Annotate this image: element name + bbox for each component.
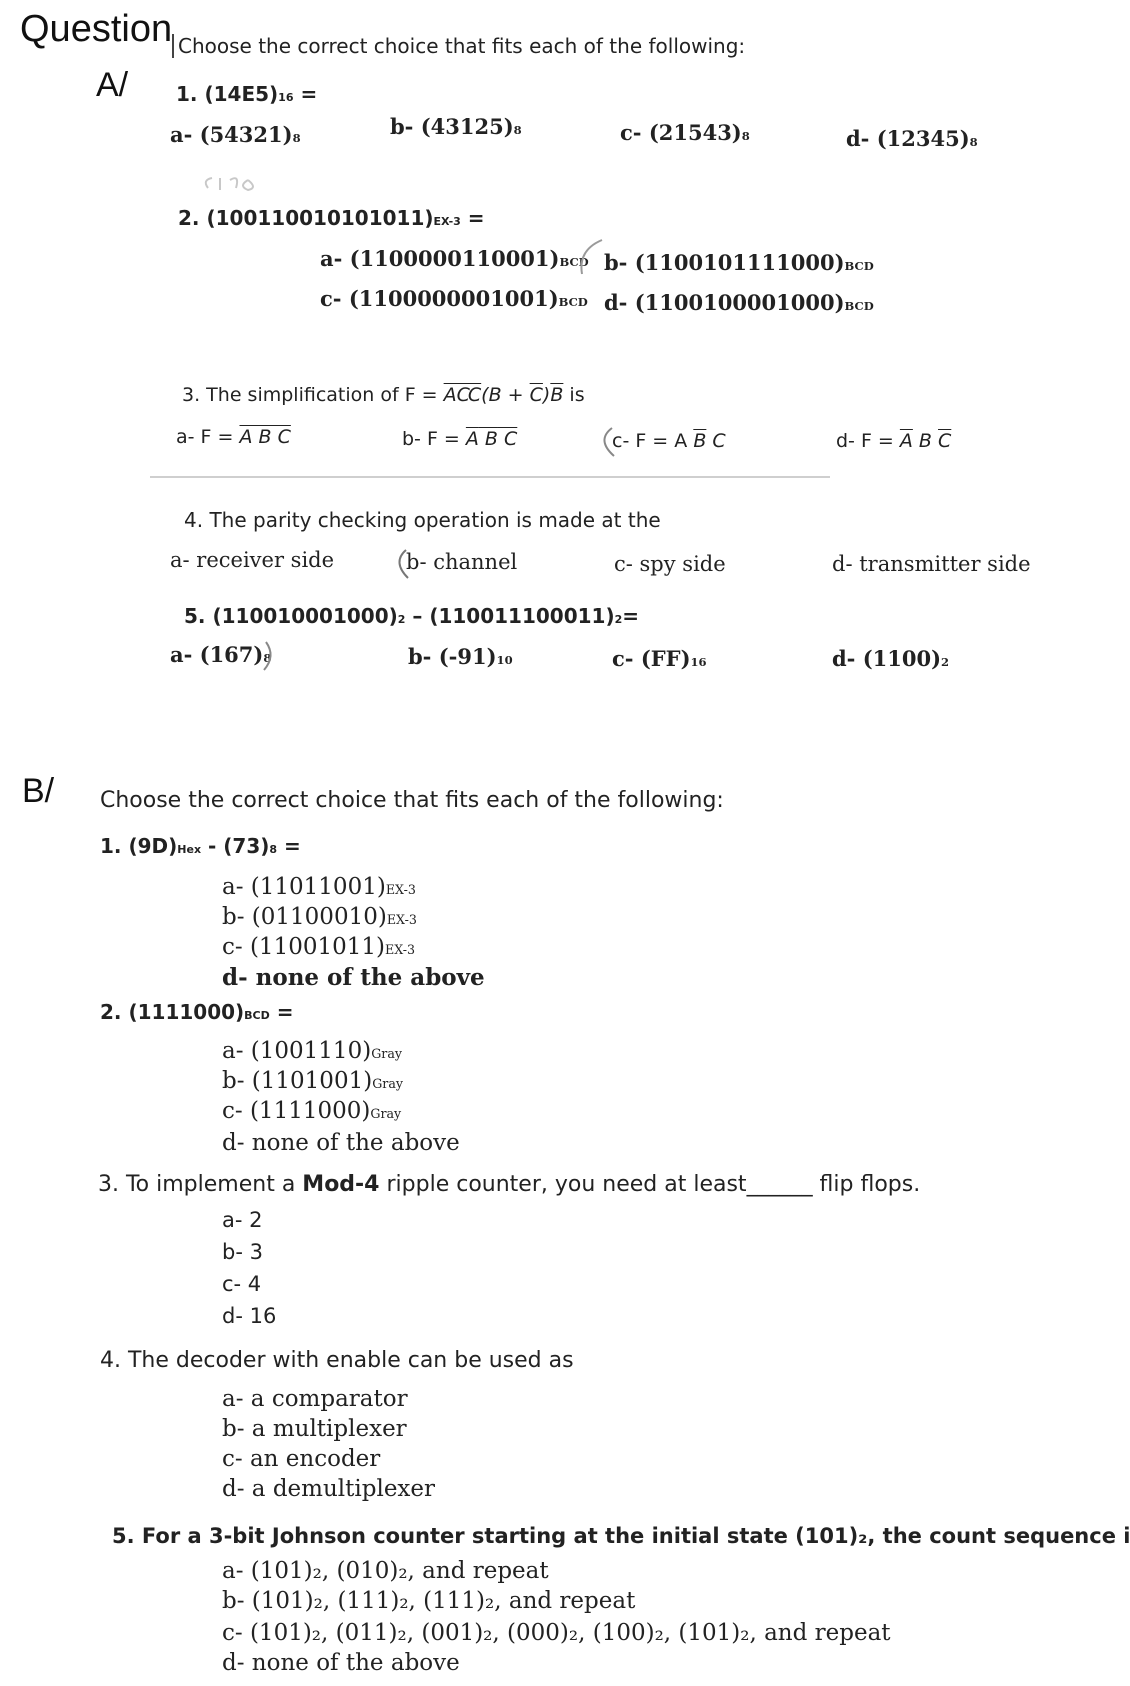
b-q1-option-d: d- none of the above — [222, 964, 485, 991]
a-q1-option-c: c- (21543)8 — [620, 120, 750, 145]
section-a-instruction: Choose the correct choice that fits each of the following: — [172, 34, 745, 58]
b-q1-option-b: b- (01100010)EX-3 — [222, 904, 417, 930]
a-q4-option-a: a- receiver side — [170, 548, 335, 572]
b-q4-option-d: d- a demultiplexer — [222, 1476, 436, 1502]
a-q2-option-d: d- (1100100001000)BCD — [604, 290, 874, 315]
a-q1-option-b: b- (43125)8 — [390, 114, 522, 139]
answer-check-mark-icon — [594, 424, 616, 460]
b-q5-option-a: a- (101)₂, (010)₂, and repeat — [222, 1558, 549, 1584]
b-q3-option-b: b- 3 — [222, 1240, 263, 1264]
a-q3-option-d: d- $F = \overline{A}$ B $\overline{C}$ — [836, 430, 952, 452]
a-q2-option-c: c- (1100000001001)BCD — [320, 286, 588, 311]
b-q1-option-c: c- (11001011)EX-3 — [222, 934, 416, 960]
a-q3-text: 3. The simplification of $F = \overline{AC}\overline{C}(B + \overline{C})\overline{B}$ is — [182, 384, 585, 406]
b-q5-text: 5. For a 3-bit Johnson counter starting at the initial state (101)₂, the count sequence i — [112, 1524, 1130, 1548]
a-q4-option-b: b- channel — [406, 550, 518, 574]
page-title: Question — [20, 8, 173, 50]
a-q5-option-c: c- (FF)16 — [612, 646, 707, 671]
b-q1-text: 1. (9D)Hex - (73)8 = — [100, 834, 301, 858]
section-a-label: A/ — [96, 66, 129, 104]
b-q5-option-b: b- (101)₂, (111)₂, (111)₂, and repeat — [222, 1588, 636, 1614]
b-q4-option-b: b- a multiplexer — [222, 1416, 407, 1442]
b-q5-option-d: d- none of the above — [222, 1650, 460, 1676]
a-q2-option-a: a- (1100000110001)BCD — [320, 246, 589, 271]
b-q3-option-a: a- 2 — [222, 1208, 263, 1232]
answer-check-mark-icon — [262, 638, 278, 674]
a-q5-option-b: b- (-91)10 — [408, 644, 513, 669]
b-q4-option-a: a- a comparator — [222, 1386, 408, 1412]
b-q1-option-a: a- (11011001)EX-3 — [222, 874, 416, 900]
a-q5-option-a: a- (167)8 — [170, 642, 272, 667]
section-b-instruction: Choose the correct choice that fits each of the following: — [100, 788, 724, 813]
b-q2-option-c: c- (1111000)Gray — [222, 1098, 402, 1124]
answer-check-mark-icon — [390, 546, 410, 582]
faint-smudge-line — [150, 476, 830, 478]
section-b-label: B/ — [22, 772, 55, 810]
a-q5-option-d: d- (1100)2 — [832, 646, 950, 671]
b-q4-option-c: c- an encoder — [222, 1446, 381, 1472]
b-q3-option-d: d- 16 — [222, 1304, 277, 1328]
a-q3-option-c: c- F = A $\overline{B}$ C — [612, 430, 726, 452]
b-q2-option-b: b- (1101001)Gray — [222, 1068, 404, 1094]
a-q5-text: 5. (110010001000)2 – (110011100011)2= — [184, 604, 640, 628]
a-q4-option-d: d- transmitter side — [832, 552, 1031, 576]
b-q4-text: 4. The decoder with enable can be used as — [100, 1348, 574, 1373]
a-q2-text: 2. (100110010101011)EX-3 = — [178, 206, 485, 230]
pencil-scribble-icon — [200, 168, 280, 198]
a-q4-option-c: c- spy side — [614, 552, 726, 576]
answer-check-mark-icon — [572, 236, 608, 280]
b-q3-text: 3. To implement a Mod-4 ripple counter, you need at least______ flip flops. — [98, 1172, 921, 1197]
b-q2-text: 2. (1111000)BCD = — [100, 1000, 294, 1024]
a-q3-option-a: a- F = A B C — [176, 426, 291, 448]
a-q1-option-a: a- (54321)8 — [170, 122, 301, 147]
a-q2-option-b: b- (1100101111000)BCD — [604, 250, 874, 275]
b-q3-option-c: c- 4 — [222, 1272, 262, 1296]
a-q4-text: 4. The parity checking operation is made at the — [184, 508, 661, 532]
a-q1-option-d: d- (12345)8 — [846, 126, 978, 151]
b-q2-option-a: a- (1001110)Gray — [222, 1038, 403, 1064]
a-q1-text: 1. (14E5)16 = — [176, 82, 318, 106]
a-q3-option-b: b- $F = \overline{A}$ B C — [402, 428, 518, 450]
b-q5-option-c: c- (101)₂, (011)₂, (001)₂, (000)₂, (100)₂, (101)₂, and repeat — [222, 1620, 891, 1646]
b-q2-option-d: d- none of the above — [222, 1130, 460, 1156]
